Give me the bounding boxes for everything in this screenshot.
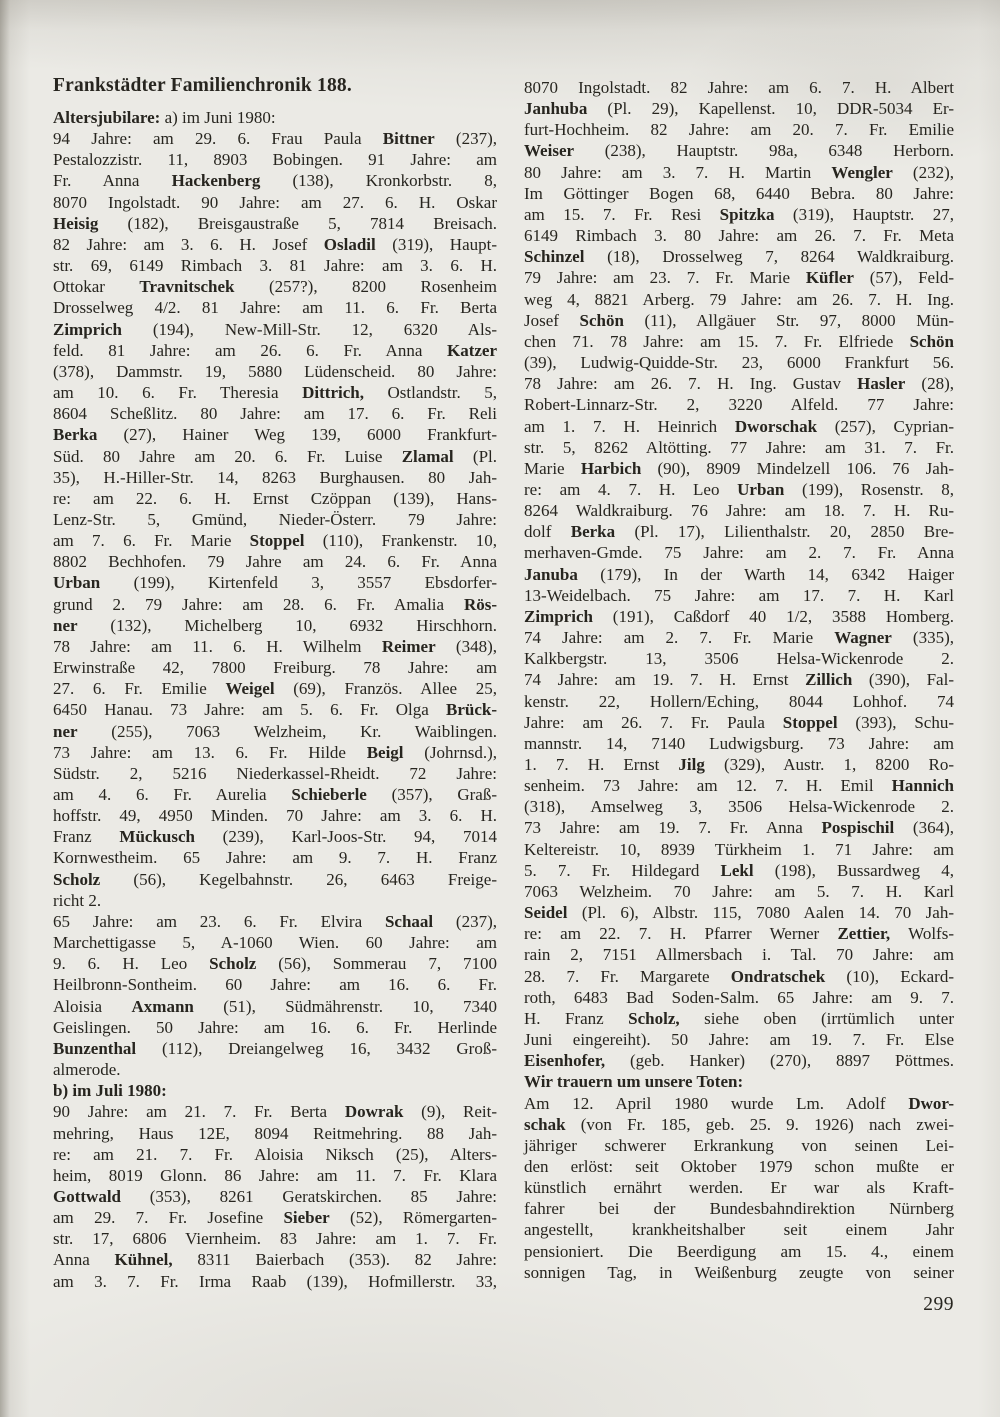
text-line: Heilbronn-Sontheim. 60 Jahre: am 16. 6. Fr. [53, 975, 497, 995]
text-line: Geislingen. 50 Jahre: am 16. 6. Fr. Herlinde [53, 1017, 497, 1037]
text-line: Januba (179), In der Warth 14, 6342 Haiger [524, 564, 954, 584]
text-line: 5. 7. Fr. Hildegard Lekl (198), Bussardweg 4, [524, 860, 955, 880]
text-line: Juni eingereiht). 50 Jahre: am 19. 7. Fr. Else [524, 1030, 954, 1050]
text-line: 8070 Ingolstadt. 90 Jahre: am 27. 6. H. Oskar [53, 192, 497, 212]
text-line: Weiser (238), Hauptstr. 98a, 6348 Herborn. [524, 141, 954, 161]
text-line: Anna Kühnel, 8311 Baierbach (353). 82 Jahre: [53, 1250, 497, 1270]
text-line: 74 Jahre: am 2. 7. Fr. Marie Wagner (335), [524, 628, 954, 648]
text-line: Marie Harbich (90), 8909 Mindelzell 106. 76 Jah- [524, 458, 954, 478]
text-line: Erwinstraße 42, 7800 Freiburg. 78 Jahre: am [53, 658, 497, 678]
text-line: Im Göttinger Bogen 68, 6440 Bebra. 80 Jahre: [524, 183, 954, 203]
text-line: am 1. 7. H. Heinrich Dworschak (257), Cyprian- [524, 416, 954, 436]
text-line: merhaven-Gmde. 75 Jahre: am 2. 7. Fr. Anna [524, 543, 954, 563]
text-line: heim, 8019 Glonn. 86 Jahre: am 11. 7. Fr. Klara [53, 1165, 497, 1185]
text-line: Seidel (Pl. 6), Albstr. 115, 7080 Aalen 14. 70 Jah- [524, 903, 954, 923]
text-line: 8802 Bechhofen. 79 Jahre am 24. 6. Fr. Anna [53, 552, 497, 572]
text-line: re: am 4. 7. H. Leo Urban (199), Rosenstr. 8, [524, 479, 954, 499]
text-line: Süd. 80 Jahre am 20. 6. Fr. Luise Zlamal (Pl. [53, 446, 497, 466]
text-line: fahrer bei der Bundesbahndirektion Nürnberg [524, 1199, 954, 1219]
text-line: 9. 6. H. Leo Scholz (56), Sommerau 7, 7100 [53, 954, 497, 974]
text-line: str. 69, 6149 Rimbach 3. 81 Jahre: am 3. 6. H. [53, 256, 497, 276]
text-line: Berka (27), Hainer Weg 139, 6000 Frankfurt- [53, 425, 497, 445]
right-column [524, 77, 954, 1283]
text-line: sonnigen Tag, in Weißenburg zeugte von seiner [524, 1262, 954, 1282]
text-line: H. Franz Scholz, siehe oben (irrtümlich unter [524, 1008, 954, 1028]
text-line: am 7. 6. Fr. Marie Stoppel (110), Frankenstr. 10, [53, 531, 497, 551]
text-line: rain 2, 7151 Allmersbach i. Tal. 70 Jahre: am [524, 945, 954, 965]
text-line: Heisig (182), Breisgaustraße 5, 7814 Breisach. [53, 213, 497, 233]
text-line: Drosselweg 4/2. 81 Jahre: am 11. 6. Fr. Berta [53, 298, 497, 318]
text-line: 27. 6. Fr. Emilie Weigel (69), Französ. Allee 25, [53, 679, 497, 699]
left-column [53, 74, 497, 1292]
text-line: Urban (199), Kirtenfeld 3, 3557 Ebsdorfer- [53, 573, 497, 593]
text-line: senheim. 73 Jahre: am 12. 7. H. Emil Hannich [524, 776, 954, 796]
text-line: Südstr. 2, 5216 Niederkassel-Rheidt. 72 Jahre: [53, 763, 497, 783]
text-line: Am 12. April 1980 wurde Lm. Adolf Dwor- [524, 1093, 954, 1113]
text-line: chen 71. 78 Jahre: am 15. 7. Fr. Elfriede Schön [524, 331, 954, 351]
text-line: re: am 22. 7. H. Pfarrer Werner Zettier, Wolfs- [524, 924, 954, 944]
text-line: 82 Jahre: am 3. 6. H. Josef Osladil (319), Haupt- [53, 234, 497, 254]
text-line: (318), Amselweg 3, 3506 Helsa-Wickenrode 2. [524, 797, 954, 817]
text-line: künstlich ernährt werden. Er war als Kraft- [524, 1178, 954, 1198]
text-line: Schinzel (18), Drosselweg 7, 8264 Waldkraiburg. [524, 247, 954, 267]
text-line: ner (255), 7063 Welzheim, Kr. Waiblingen. [53, 721, 497, 741]
text-line: str. 17, 6806 Viernheim. 83 Jahre: am 1. 7. Fr. [53, 1229, 497, 1249]
text-line: weg 4, 8821 Arberg. 79 Jahre: am 26. 7. H. Ing. [524, 289, 954, 309]
text-line: schak (von Fr. 185, geb. 25. 9. 1926) nach zwei- [524, 1114, 954, 1134]
text-line: Gottwald (353), 8261 Geratskirchen. 85 Jahre: [53, 1186, 497, 1206]
text-line: 6149 Rimbach 3. 80 Jahre: am 26. 7. Fr. Meta [524, 226, 954, 246]
text-line: am 4. 6. Fr. Aurelia Schieberle (357), Graß- [53, 785, 498, 804]
text-line: Aloisia Axmann (51), Südmährenstr. 10, 7340 [53, 996, 497, 1016]
text-line: Ottokar Travnitschek (257?), 8200 Rosenheim [53, 277, 497, 297]
text-line: kenstr. 22, Hollern/Eching, 8044 Lohhof. 74 [524, 691, 954, 711]
text-line: 8604 Scheßlitz. 80 Jahre: am 17. 6. Fr. Reli [53, 404, 497, 424]
text-line: 65 Jahre: am 23. 6. Fr. Elvira Schaal (237), [53, 911, 497, 931]
text-line: am 15. 7. Fr. Resi Spitzka (319), Hauptstr. 27, [524, 204, 954, 224]
text-line: hoffstr. 49, 4950 Minden. 70 Jahre: am 3. 6. H. [53, 806, 497, 826]
text-line: (39), Ludwig-Quidde-Str. 23, 6000 Frankfurt 56. [524, 353, 954, 373]
text-line: str. 5, 8262 Altötting. 77 Jahre: am 31. 7. Fr. [524, 437, 954, 457]
text-line: Franz Mückusch (239), Karl-Joos-Str. 94, 7014 [53, 827, 497, 847]
text-line: jähriger schwerer Erkrankung von seinen Lei- [524, 1135, 954, 1155]
text-line: 74 Jahre: am 19. 7. H. Ernst Zillich (390), Fal- [524, 670, 954, 690]
text-line: Altersjubilare: a) im Juni 1980: [53, 108, 276, 127]
text-line: 6450 Hanau. 73 Jahre: am 5. 6. Fr. Olga Brück- [53, 700, 497, 720]
text-line: Kornwestheim. 65 Jahre: am 9. 7. H. Franz [53, 848, 497, 868]
text-line: 13-Weidelbach. 75 Jahre: am 17. 7. H. Karl [524, 585, 954, 605]
text-line: 73 Jahre: am 19. 7. Fr. Anna Pospischil (364), [524, 818, 954, 838]
text-line: almerode. [53, 1060, 121, 1080]
text-line: 78 Jahre: am 11. 6. H. Wilhelm Reimer (348), [53, 636, 497, 656]
text-line: furt-Hochheim. 82 Jahre: am 20. 7. Fr. Emilie [524, 120, 954, 140]
text-line: Zimprich (194), New-Mill-Str. 12, 6320 Als- [53, 319, 497, 339]
left-column-text [53, 107, 497, 1292]
text-line: Jahre: am 26. 7. Fr. Paula Stoppel (393), Schu- [524, 712, 955, 732]
text-line: Scholz (56), Kegelbahnstr. 26, 6463 Freige- [53, 869, 497, 889]
text-line: Josef Schön (11), Allgäuer Str. 97, 8000 Mün- [524, 310, 954, 330]
text-line: Robert-Linnarz-Str. 2, 3220 Alfeld. 77 Jahre: [524, 395, 954, 415]
text-line: b) im Juli 1980: [53, 1081, 167, 1101]
text-line: Marchettigasse 5, A-1060 Wien. 60 Jahre: am [53, 933, 497, 953]
text-line: am 3. 7. Fr. Irma Raab (139), Hofmillerstr. 33, [53, 1271, 497, 1291]
text-line: pensioniert. Die Beerdigung am 15. 4., einem [524, 1241, 954, 1261]
text-line: angestellt, krankheitshalber seit einem Jahr [524, 1220, 954, 1240]
text-line: Lenz-Str. 5, Gmünd, Nieder-Österr. 79 Jahre: [53, 509, 497, 529]
text-line: Janhuba (Pl. 29), Kapellenst. 10, DDR-5034 Er- [524, 99, 954, 119]
text-line: 8070 Ingolstadt. 82 Jahre: am 6. 7. H. Albert [524, 78, 954, 97]
article-title: Frankstädter Familienchronik 188. [53, 75, 352, 96]
text-line: den erlöst: seit Oktober 1979 schon mußte er [524, 1156, 954, 1176]
text-line: roth, 6483 Bad Soden-Salm. 65 Jahre: am 9. 7. [524, 987, 954, 1007]
text-line: re: am 21. 7. Fr. Aloisia Niksch (25), Alters- [53, 1144, 497, 1164]
text-line: 1. 7. H. Ernst Jilg (329), Austr. 1, 8200 Ro- [524, 755, 954, 774]
text-line: re: am 22. 6. H. Ernst Czöppan (139), Hans- [53, 488, 497, 508]
text-line: feld. 81 Jahre: am 26. 6. Fr. Anna Katzer [53, 340, 497, 360]
text-line: 7063 Welzheim. 70 Jahre: am 5. 7. H. Karl [524, 881, 954, 901]
text-line: Bunzenthal (112), Dreiangelweg 16, 3432 Groß- [53, 1038, 497, 1058]
text-line: 90 Jahre: am 21. 7. Fr. Berta Dowrak (9), Reit- [53, 1102, 497, 1122]
page-number: 299 [923, 1294, 954, 1315]
text-line: 35), H.-Hiller-Str. 14, 8263 Burghausen. 80 Jah- [53, 467, 497, 487]
text-line: 73 Jahre: am 13. 6. Fr. Hilde Beigl (Johrnsd.), [53, 742, 497, 762]
text-line: 94 Jahre: am 29. 6. Frau Paula Bittner (237), [53, 129, 497, 149]
right-column-text [524, 77, 954, 1283]
text-line: (378), Dammstr. 19, 5880 Lüdenscheid. 80 Jahre: [53, 361, 497, 381]
text-line: Pestalozzistr. 11, 8903 Bobingen. 91 Jahre: am [53, 150, 497, 170]
text-line: 78 Jahre: am 26. 7. H. Ing. Gustav Hasler (28), [524, 374, 954, 394]
text-line: grund 2. 79 Jahre: am 28. 6. Fr. Amalia Rös- [53, 594, 497, 614]
text-line: mannstr. 14, 7140 Ludwigsburg. 73 Jahre: am [524, 733, 954, 753]
text-line: Keltereistr. 10, 8939 Türkheim 1. 71 Jahre: am [524, 839, 954, 859]
text-line: richt 2. [53, 890, 102, 910]
text-line: 28. 7. Fr. Margarete Ondratschek (10), Eckard- [524, 966, 954, 986]
text-line: 8264 Waldkraiburg. 76 Jahre: am 18. 7. H. Ru- [524, 501, 954, 521]
text-line: Wir trauern um unsere Toten: [524, 1072, 744, 1092]
text-line: dolf Berka (Pl. 17), Lilienthalstr. 20, 2850 Bre- [524, 522, 955, 542]
text-line: ner (132), Michelberg 10, 6932 Hirschhorn. [53, 615, 497, 635]
text-line: Fr. Anna Hackenberg (138), Kronkorbstr. 8, [53, 171, 498, 191]
text-line: Zimprich (191), Caßdorf 40 1/2, 3588 Homberg. [524, 606, 954, 626]
text-line: Eisenhofer, (geb. Hanker) (270), 8897 Pöttmes. [524, 1051, 954, 1071]
text-line: 80 Jahre: am 3. 7. H. Martin Wengler (232), [524, 162, 954, 182]
text-line: am 29. 7. Fr. Josefine Sieber (52), Römergarten- [53, 1208, 498, 1228]
text-line: 79 Jahre: am 23. 7. Fr. Marie Küfler (57), Feld- [524, 268, 954, 288]
text-line: mehring, Haus 12E, 8094 Reitmehring. 88 Jah- [53, 1123, 497, 1143]
text-line: am 10. 6. Fr. Theresia Dittrich, Ostlandstr. 5, [53, 383, 497, 403]
text-line: Kalkbergstr. 13, 3506 Helsa-Wickenrode 2. [524, 649, 954, 669]
